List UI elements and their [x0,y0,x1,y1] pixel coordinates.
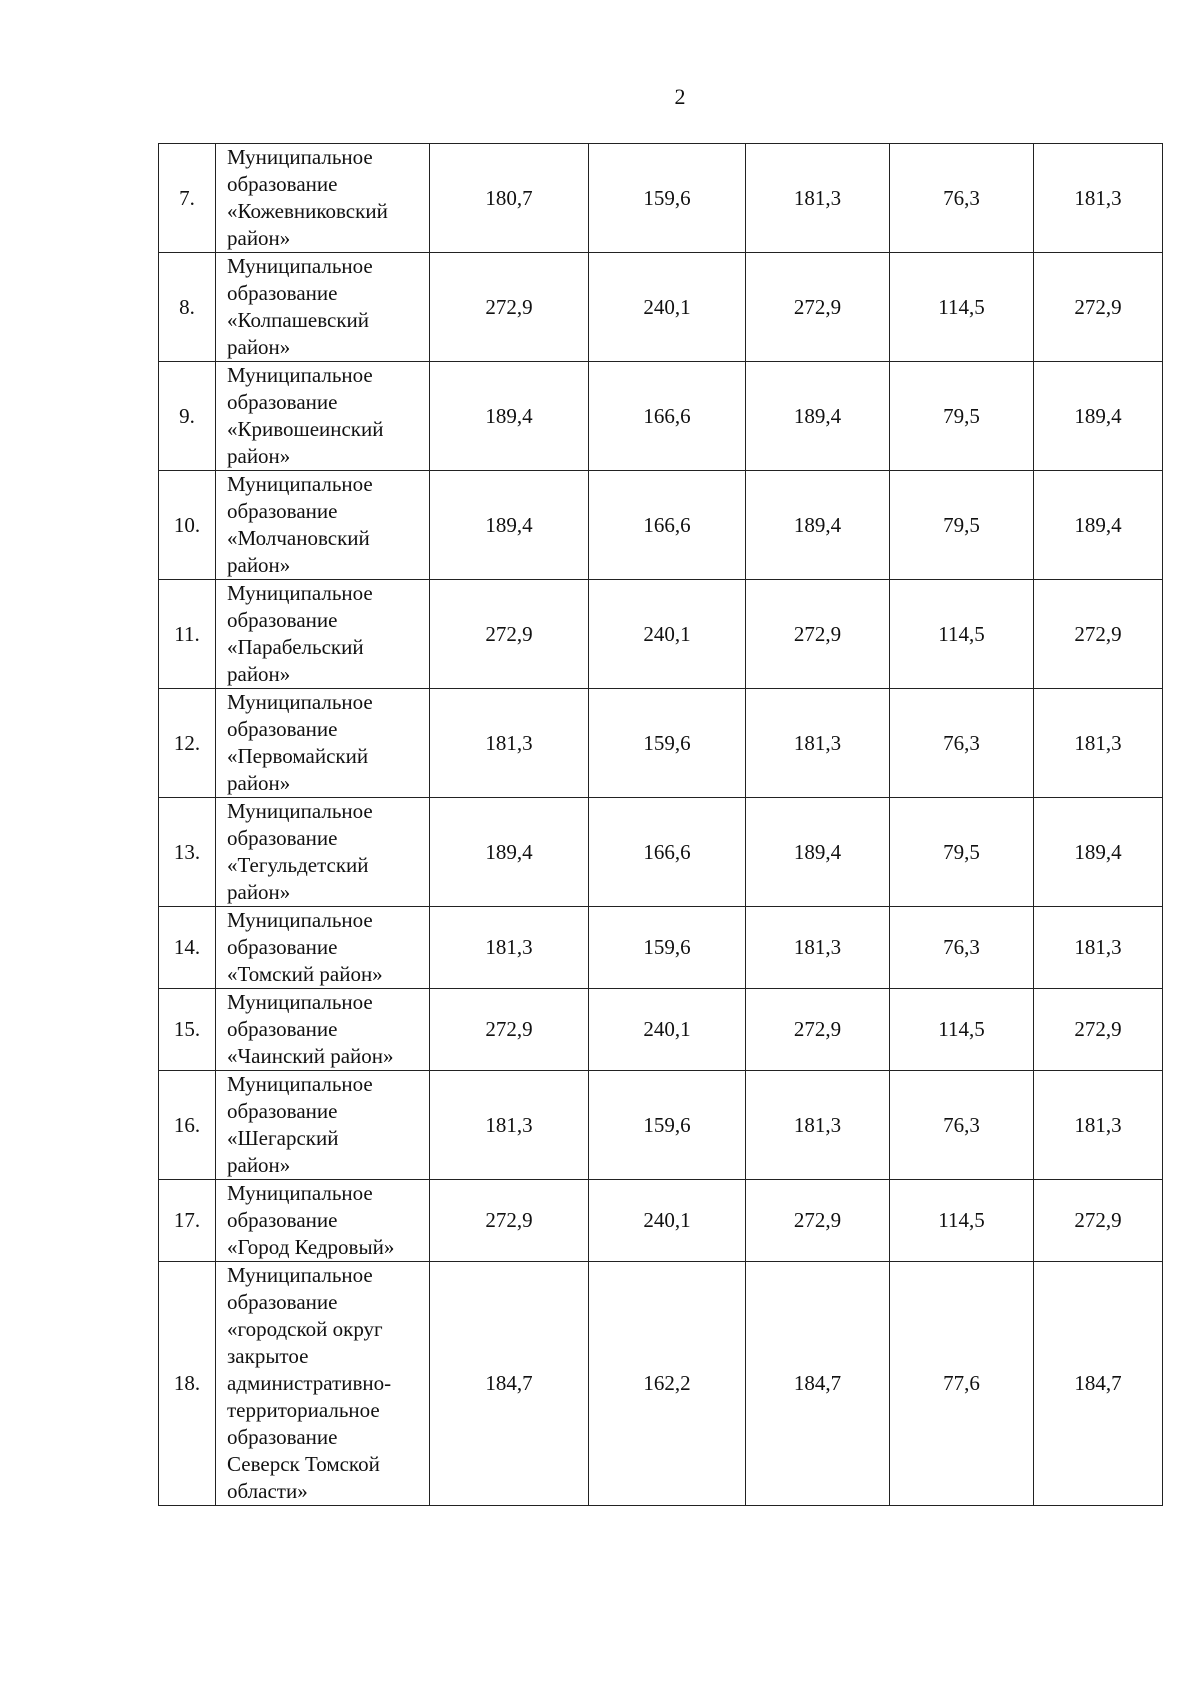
value-cell-5: 181,3 [1034,689,1163,798]
value-cell-4: 114,5 [890,989,1034,1071]
municipality-name [216,362,430,471]
municipality-name-line: «Город Кедровый» [227,1235,395,1259]
value-cell-3: 272,9 [746,580,890,689]
page-number: 2 [674,84,686,109]
value-cell-4: 114,5 [890,580,1034,689]
value-cell-4: 76,3 [890,907,1034,989]
value-cell-1: 181,3 [430,689,589,798]
value-cell-4: 76,3 [890,689,1034,798]
value-cell-3: 184,7 [746,1262,890,1506]
municipality-name-line: образование [227,172,338,196]
municipality-name-line: Муниципальное [227,908,373,932]
table-row [159,253,1163,362]
value-cell-1: 272,9 [430,1180,589,1262]
municipality-name-line: Муниципальное [227,472,373,496]
value-cell-2: 166,6 [589,798,746,907]
municipality-name-line: «Парабельский [227,635,364,659]
value-cell-2: 166,6 [589,471,746,580]
row-number: 15. [159,989,216,1071]
municipality-name-line: области» [227,1479,308,1503]
municipality-name [216,580,430,689]
table-row [159,798,1163,907]
value-cell-3: 272,9 [746,1180,890,1262]
row-number: 12. [159,689,216,798]
row-number: 16. [159,1071,216,1180]
municipality-name [216,253,430,362]
municipality-name-line: образование [227,1017,338,1041]
municipality-name-line: район» [227,662,291,686]
municipality-name-line: «Первомайский [227,744,369,768]
value-cell-5: 189,4 [1034,471,1163,580]
municipality-name-line: Муниципальное [227,799,373,823]
municipality-name-line: «Чаинский район» [227,1044,394,1068]
value-cell-5: 181,3 [1034,144,1163,253]
municipality-name [216,1180,430,1262]
municipality-name-line: район» [227,444,291,468]
municipality-name-line: «Шегарский [227,1126,339,1150]
value-cell-4: 79,5 [890,798,1034,907]
municipality-name [216,689,430,798]
value-cell-4: 76,3 [890,144,1034,253]
table-row [159,1071,1163,1180]
value-cell-5: 181,3 [1034,1071,1163,1180]
value-cell-3: 181,3 [746,907,890,989]
municipality-name-line: район» [227,771,291,795]
value-cell-1: 184,7 [430,1262,589,1506]
municipality-name-line: образование [227,499,338,523]
municipality-name-line: Муниципальное [227,363,373,387]
municipality-name [216,989,430,1071]
table-row [159,989,1163,1071]
value-cell-3: 189,4 [746,362,890,471]
municipality-name-line: Муниципальное [227,1263,373,1287]
municipality-name-line: Муниципальное [227,690,373,714]
municipality-name-line: район» [227,335,291,359]
municipality-name-line: образование [227,826,338,850]
municipality-name-line: «Томский район» [227,962,383,986]
municipality-name-line: образование [227,1208,338,1232]
value-cell-3: 272,9 [746,253,890,362]
value-cell-5: 189,4 [1034,362,1163,471]
value-cell-5: 189,4 [1034,798,1163,907]
value-cell-4: 77,6 [890,1262,1034,1506]
municipality-name-line: образование [227,1099,338,1123]
row-number: 8. [159,253,216,362]
value-cell-5: 272,9 [1034,1180,1163,1262]
value-cell-1: 272,9 [430,253,589,362]
municipality-name-line: «Тегульдетский [227,853,369,877]
municipality-name-line: Муниципальное [227,1181,373,1205]
row-number: 11. [159,580,216,689]
municipality-name-line: район» [227,1153,291,1177]
value-cell-3: 272,9 [746,989,890,1071]
municipality-name-line: образование [227,1290,338,1314]
table-row [159,471,1163,580]
municipality-name-line: «Кожевниковский [227,199,388,223]
row-number: 7. [159,144,216,253]
municipality-name [216,907,430,989]
value-cell-4: 114,5 [890,1180,1034,1262]
municipality-name-line: образование [227,935,338,959]
value-cell-5: 272,9 [1034,253,1163,362]
municipality-name-line: район» [227,880,291,904]
value-cell-1: 181,3 [430,1071,589,1180]
value-cell-3: 181,3 [746,1071,890,1180]
value-cell-4: 114,5 [890,253,1034,362]
row-number: 10. [159,471,216,580]
allocation-table [158,143,1163,1506]
row-number: 18. [159,1262,216,1506]
municipality-name-line: Северск Томской [227,1452,380,1476]
municipality-name-line: «городской округ [227,1317,383,1341]
row-number: 14. [159,907,216,989]
municipality-name-line: «Молчановский [227,526,370,550]
municipality-name-line: Муниципальное [227,990,373,1014]
value-cell-2: 159,6 [589,907,746,989]
municipality-name-line: образование [227,390,338,414]
municipality-name-line: район» [227,226,291,250]
municipality-name [216,798,430,907]
value-cell-2: 240,1 [589,580,746,689]
value-cell-3: 189,4 [746,798,890,907]
municipality-name-line: район» [227,553,291,577]
value-cell-1: 181,3 [430,907,589,989]
municipality-name [216,471,430,580]
municipality-name-line: образование [227,608,338,632]
table-row [159,580,1163,689]
table-row [159,1180,1163,1262]
municipality-name [216,1262,430,1506]
value-cell-3: 181,3 [746,689,890,798]
value-cell-5: 184,7 [1034,1262,1163,1506]
municipality-name-line: «Колпашевский [227,308,370,332]
municipality-name-line: образование [227,1425,338,1449]
table-row [159,362,1163,471]
municipality-name-line: Муниципальное [227,145,373,169]
value-cell-1: 189,4 [430,362,589,471]
municipality-name [216,144,430,253]
table-row [159,907,1163,989]
value-cell-4: 76,3 [890,1071,1034,1180]
value-cell-1: 272,9 [430,580,589,689]
value-cell-2: 159,6 [589,1071,746,1180]
value-cell-2: 240,1 [589,253,746,362]
table-row [159,1262,1163,1506]
table-row [159,144,1163,253]
municipality-name-line: образование [227,281,338,305]
value-cell-3: 181,3 [746,144,890,253]
value-cell-2: 159,6 [589,689,746,798]
value-cell-4: 79,5 [890,471,1034,580]
value-cell-2: 159,6 [589,144,746,253]
value-cell-5: 181,3 [1034,907,1163,989]
value-cell-5: 272,9 [1034,580,1163,689]
municipality-name-line: Муниципальное [227,254,373,278]
municipality-name-line: образование [227,717,338,741]
value-cell-1: 272,9 [430,989,589,1071]
value-cell-3: 189,4 [746,471,890,580]
municipality-name-line: Муниципальное [227,1072,373,1096]
municipality-name-line: административно- [227,1371,392,1395]
value-cell-2: 162,2 [589,1262,746,1506]
municipality-name-line: закрытое [227,1344,309,1368]
value-cell-1: 189,4 [430,471,589,580]
value-cell-2: 166,6 [589,362,746,471]
municipality-name-line: Муниципальное [227,581,373,605]
table-body [159,144,1163,1506]
row-number: 9. [159,362,216,471]
value-cell-4: 79,5 [890,362,1034,471]
row-number: 13. [159,798,216,907]
municipality-name-line: «Кривошеинский [227,417,384,441]
value-cell-5: 272,9 [1034,989,1163,1071]
municipality-name [216,1071,430,1180]
value-cell-1: 189,4 [430,798,589,907]
municipality-name-line: территориальное [227,1398,380,1422]
value-cell-1: 180,7 [430,144,589,253]
row-number: 17. [159,1180,216,1262]
table-row [159,689,1163,798]
value-cell-2: 240,1 [589,989,746,1071]
value-cell-2: 240,1 [589,1180,746,1262]
